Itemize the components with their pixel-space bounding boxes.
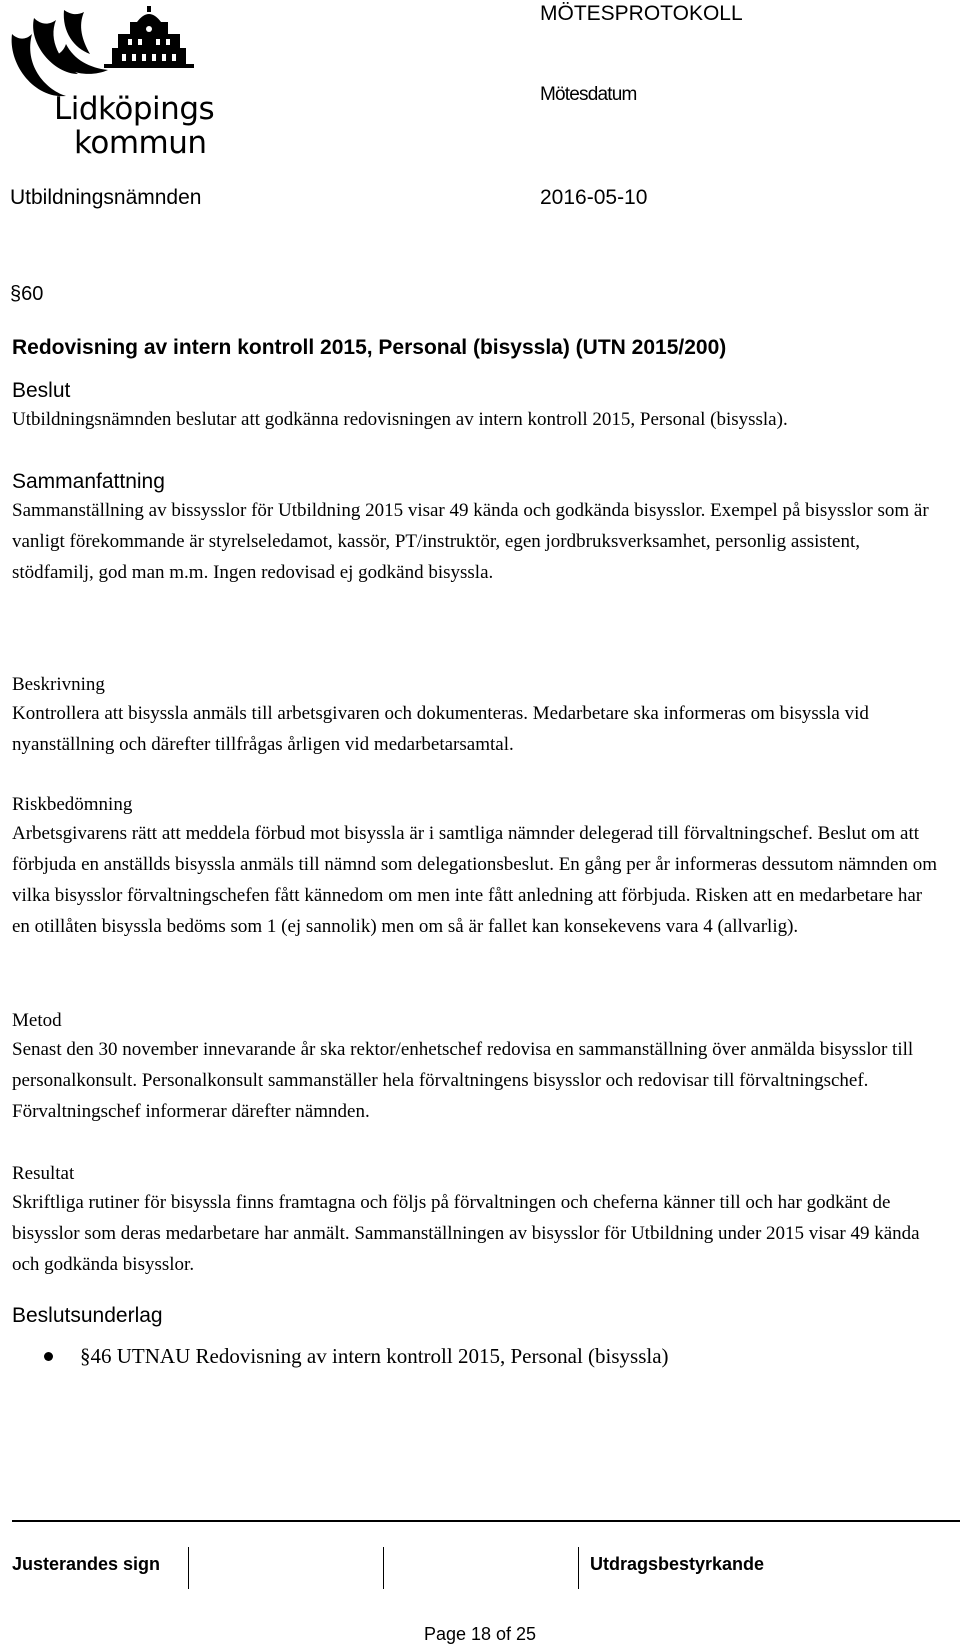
- page-number: Page 18 of 25: [423, 1624, 537, 1644]
- section-text: Arbetsgivarens rätt att meddela förbud mot bisyssla är i samtliga nämnder delegerad till förvaltningschef. Beslut om att förbjuda en anställds bisyssla anmäls till nämnd som delegationsbeslut. En gång per år informeras dessutom nämnden om vilka bisysslor förvaltningschefen fått kännedom om men inte fått anledning att förbjuda. Risken att en medarbetare har en otillåten bisyssla bedöms som 1 (ej sannolik) men om så är fallet kan konsekevens vara 4 (allvarlig).: [12, 823, 938, 937]
- section-metod: [12, 1008, 942, 1127]
- document-type: MÖTESPROTOKOLL: [540, 2, 743, 25]
- justerandes-sign-label: Justerandes sign: [12, 1554, 161, 1574]
- bullet-icon: [44, 1352, 53, 1361]
- section-beslutsunderlag: [12, 1302, 942, 1373]
- section-text: Kontrollera att bisyssla anmäls till arbetsgivaren och dokumenteras. Medarbetare ska informeras om bisyssla vid nyanställning och därefter tillfrågas årligen vid medarbetarsamtal.: [12, 703, 869, 755]
- section-riskbedomning: [12, 792, 942, 942]
- municipality-logo: [4, 4, 214, 164]
- paragraph-number: §60: [10, 283, 44, 305]
- committee-name: Utbildningsnämnden: [10, 186, 202, 209]
- section-text: Sammanställning av bissysslor för Utbildning 2015 visar 49 kända och godkända bisysslor. Exempel på bisysslor som är vanligt förekommande är styrelseledamot, kassör, PT/instruktör, egen jordbruksverksamhet, personlig assistent, stödfamilj, god man m.m. Ingen redovisad ej godkänd bisyssla.: [12, 500, 929, 583]
- utdragsbestyrkande-label: Utdragsbestyrkande: [590, 1554, 765, 1574]
- signature-field-divider: [578, 1547, 579, 1589]
- signature-field-divider: [188, 1547, 189, 1589]
- logo-text-line1: Lidköpings: [54, 91, 215, 127]
- section-beslut: [12, 377, 942, 435]
- section-heading: Riskbedömning: [12, 794, 133, 815]
- footer-divider: [12, 1520, 960, 1522]
- section-text: Senast den 30 november innevarande år ska rektor/enhetschef redovisa en sammanställning över anmälda bisysslor till personalkonsult. Personalkonsult sammanställer hela förvaltningens bisysslor och redovisar till förvaltningschef. Förvaltningschef informerar därefter nämnden.: [12, 1039, 914, 1122]
- section-text: Skriftliga rutiner för bisyssla finns framtagna och följs på förvaltningen och cheferna känner till och har godkänt de bisysslor som deras medarbetare har anmält. Sammanställningen av bisysslor för Utbildning under 2015 visar 49 kända och godkända bisysslor.: [12, 1192, 920, 1275]
- section-sammanfattning: [12, 468, 942, 588]
- section-text: Utbildningsnämnden beslutar att godkänna redovisningen av intern kontroll 2015, Personal (bisyssla).: [12, 409, 788, 430]
- page-title: Redovisning av intern kontroll 2015, Personal (bisyssla) (UTN 2015/200): [12, 336, 727, 359]
- meeting-date-label: Mötesdatum: [540, 84, 637, 105]
- section-heading: Metod: [12, 1010, 62, 1031]
- section-heading: Resultat: [12, 1163, 75, 1184]
- section-heading: Beslutsunderlag: [12, 1304, 163, 1327]
- section-heading: Beslut: [12, 379, 71, 402]
- section-beskrivning: [12, 672, 942, 760]
- attachment-reference: §46 UTNAU Redovisning av intern kontroll 2015, Personal (bisyssla): [80, 1344, 669, 1368]
- section-resultat: [12, 1161, 942, 1280]
- logo-text-line2: kommun: [74, 125, 207, 161]
- meeting-date: 2016-05-10: [540, 186, 648, 209]
- section-heading: Sammanfattning: [12, 470, 165, 493]
- signature-field-divider: [383, 1547, 384, 1589]
- section-heading: Beskrivning: [12, 674, 105, 695]
- list-item: [12, 1341, 942, 1373]
